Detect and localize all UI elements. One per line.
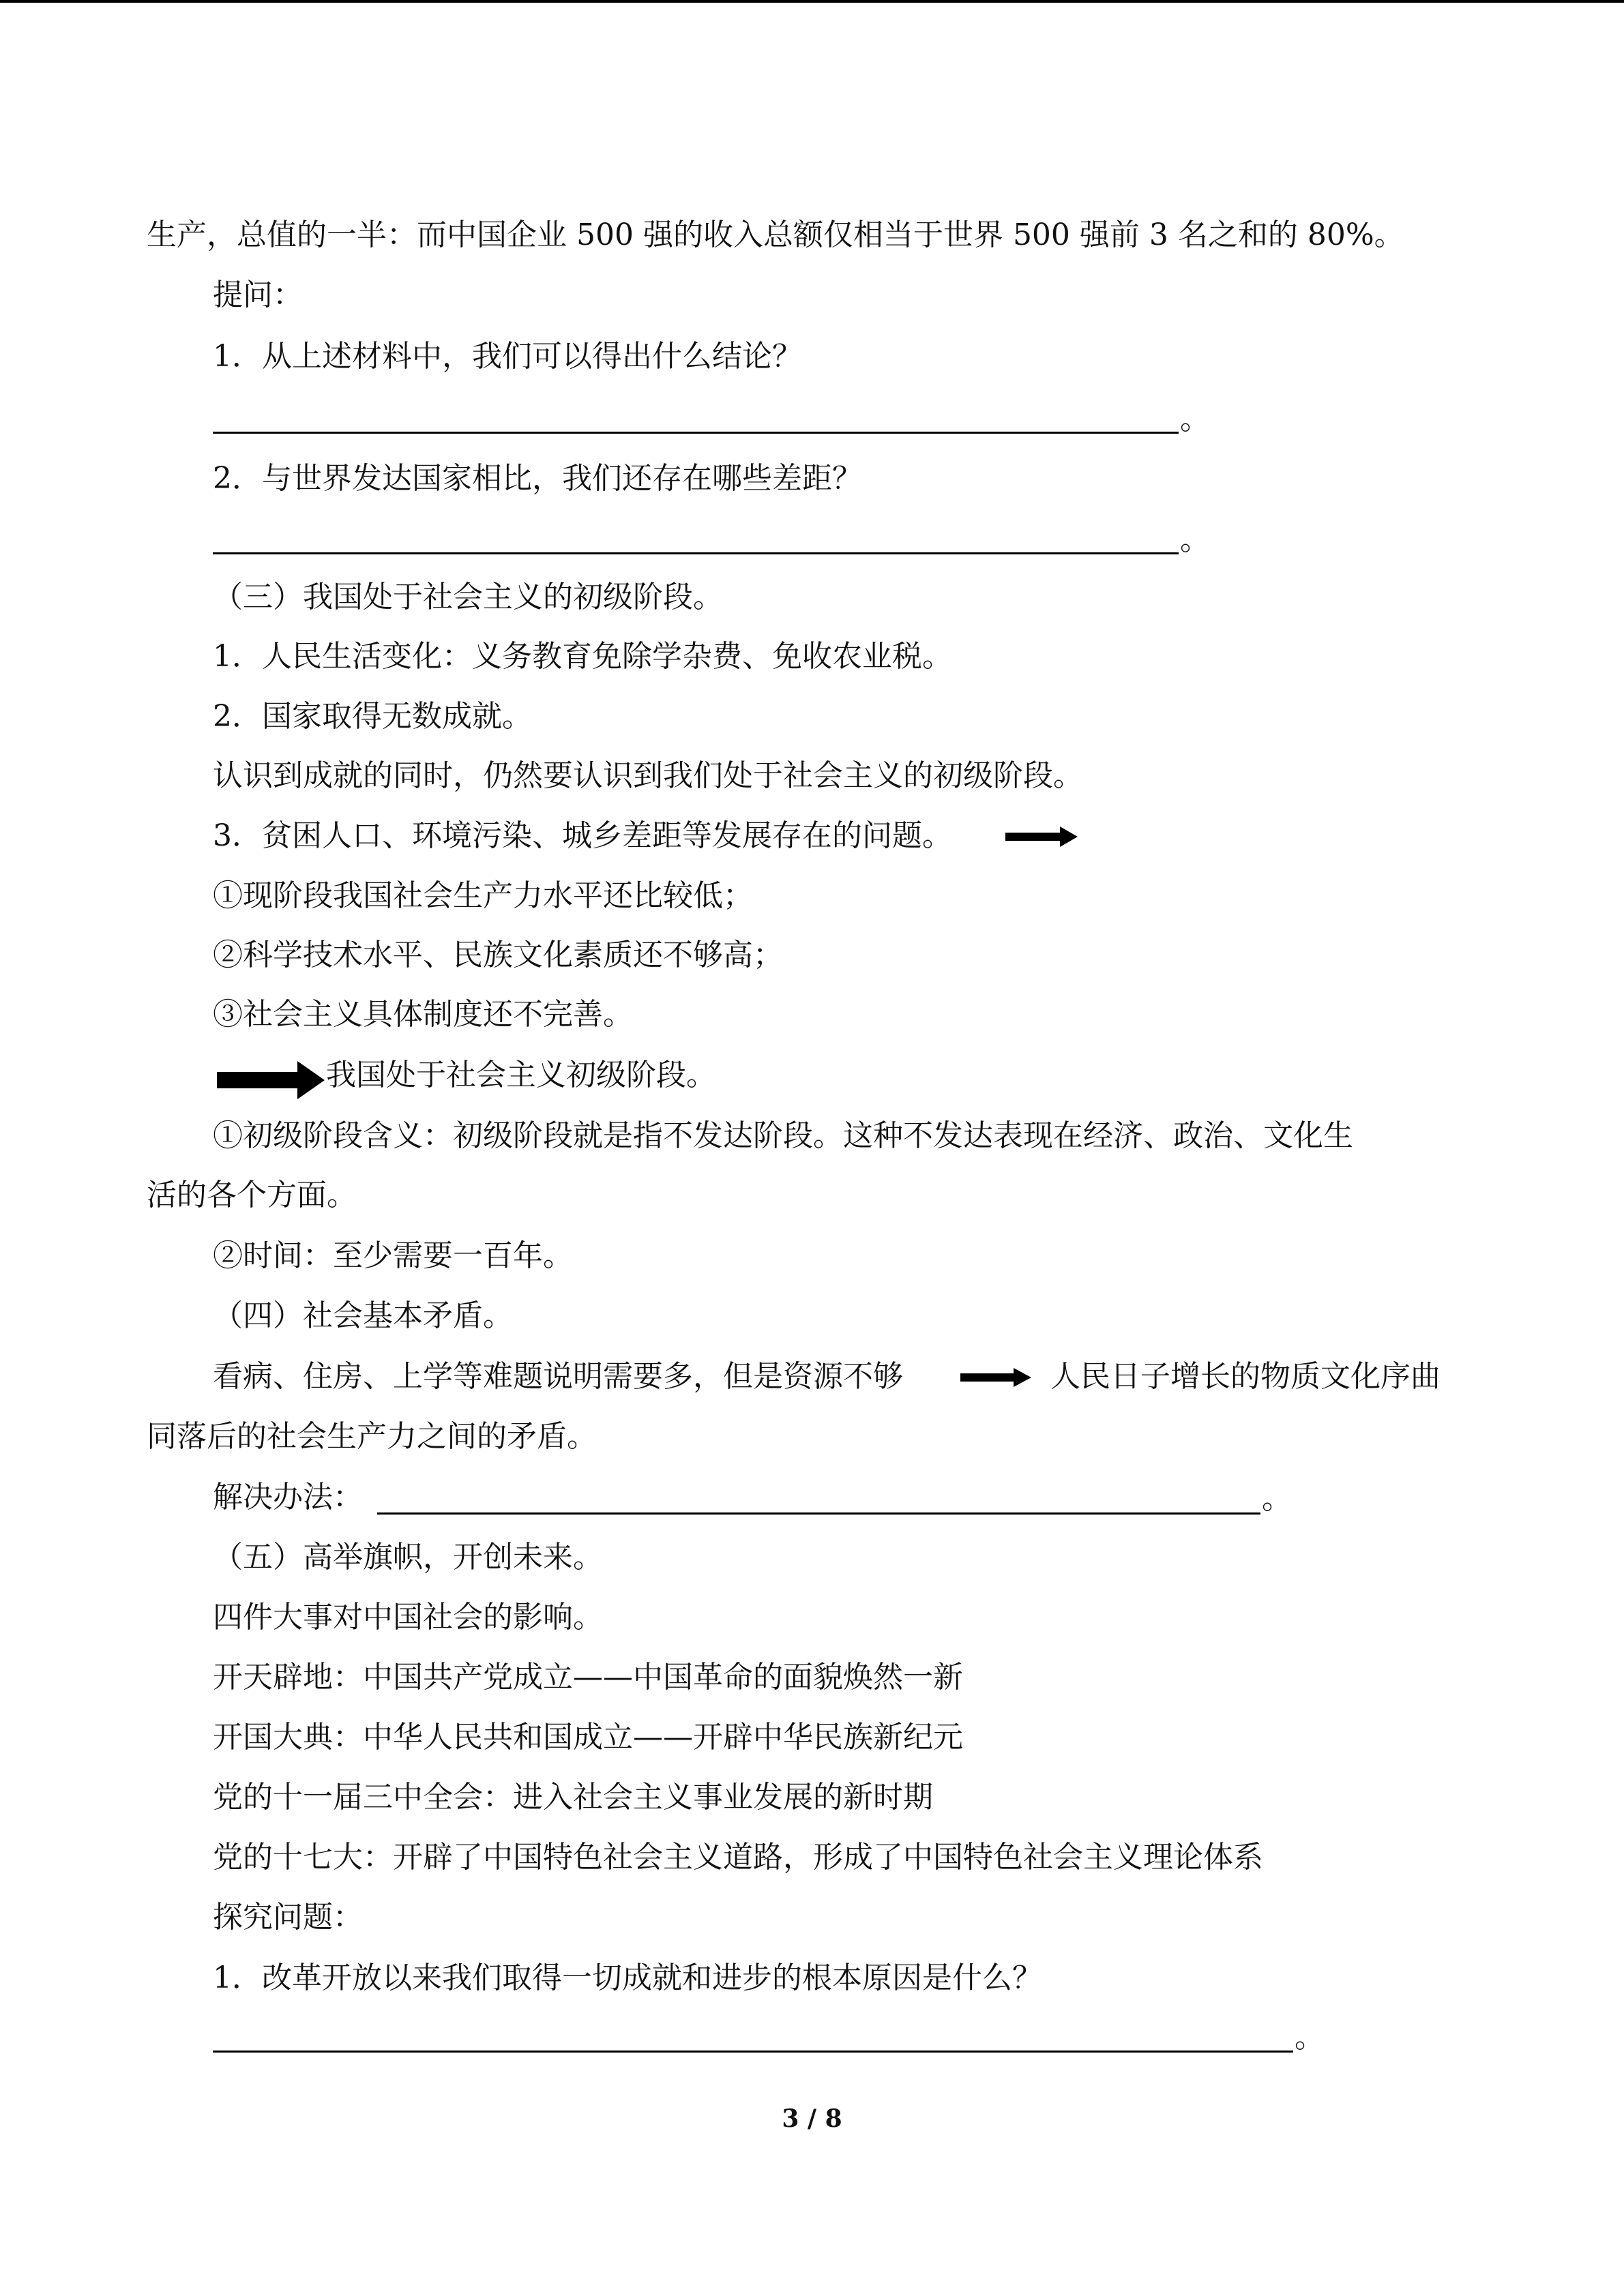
period-mark: 。 (1180, 522, 1210, 557)
paragraph-line: 四件大事对中国社会的影响。 (213, 1600, 603, 1635)
list-item: 开国大典：中华人民共和国成立——开辟中华民族新纪元 (213, 1720, 963, 1755)
list-item: ②时间：至少需要一百年。 (213, 1238, 573, 1273)
paragraph-line: 同落后的社会生产力之间的矛盾。 (147, 1419, 597, 1454)
list-item: 开天辟地：中国共产党成立——中国革命的面貌焕然一新 (213, 1660, 963, 1695)
list-item: 3．贫困人口、环境污染、城乡差距等发展存在的问题。 (213, 818, 952, 853)
right-arrow-icon (217, 1060, 325, 1101)
list-item: 党的十七大：开辟了中国特色社会主义道路，形成了中国特色社会主义理论体系 (213, 1840, 1263, 1875)
inquiry-label: 探究问题： (213, 1900, 363, 1935)
top-border-rule (0, 0, 1624, 3)
paragraph-line: 认识到成就的同时，仍然要认识到我们处于社会主义的初级阶段。 (213, 758, 1083, 793)
period-mark: 。 (1180, 402, 1210, 436)
conclusion-line: 我国处于社会主义初级阶段。 (326, 1058, 716, 1092)
section-heading-5: （五）高举旗帜，开创未来。 (213, 1540, 603, 1575)
right-arrow-icon (1005, 825, 1078, 848)
list-item: 党的十一届三中全会：进入社会主义事业发展的新时期 (213, 1780, 933, 1815)
paragraph-line: 看病、住房、上学等难题说明需要多，但是资源不够 (213, 1359, 903, 1394)
question-prompt-label: 提问： (213, 278, 303, 312)
section-heading-3: （三）我国处于社会主义的初级阶段。 (213, 580, 723, 614)
list-item: ①现阶段我国社会生产力水平还比较低； (213, 878, 753, 913)
answer-blank-4[interactable] (213, 2051, 1293, 2053)
section-heading-4: （四）社会基本矛盾。 (213, 1298, 513, 1333)
question-2: 2．与世界发达国家相比，我们还存在哪些差距？ (213, 461, 862, 496)
list-item: 1．人民生活变化：义务教育免除学杂费、免收农业税。 (213, 639, 952, 674)
solution-label: 解决办法： (213, 1480, 363, 1515)
list-item: 2．国家取得无数成就。 (213, 699, 532, 734)
list-item: ③社会主义具体制度还不完善。 (213, 997, 633, 1032)
question-1: 1．从上述材料中，我们可以得出什么结论？ (213, 339, 802, 374)
paragraph-line: 生产，总值的一半：而中国企业 500 强的收入总额仅相当于世界 500 强前 3 名之和的 80%。 (147, 218, 1404, 252)
question-inquiry-1: 1．改革开放以来我们取得一切成就和进步的根本原因是什么？ (213, 1960, 1042, 1995)
paragraph-line: 人民日子增长的物质文化序曲 (1050, 1359, 1441, 1394)
period-mark: 。 (1262, 1481, 1292, 1516)
list-item: ②科学技术水平、民族文化素质还不够高； (213, 938, 783, 972)
answer-blank-1[interactable] (213, 432, 1179, 434)
right-arrow-icon (960, 1367, 1031, 1388)
paragraph-line: 活的各个方面。 (147, 1178, 357, 1212)
period-mark: 。 (1295, 2020, 1325, 2055)
answer-blank-3[interactable] (377, 1512, 1260, 1515)
paragraph-line: ①初级阶段含义：初级阶段就是指不发达阶段。这种不发达表现在经济、政治、文化生 (213, 1118, 1353, 1153)
page-number: 3 / 8 (782, 2104, 842, 2133)
answer-blank-2[interactable] (213, 552, 1179, 554)
